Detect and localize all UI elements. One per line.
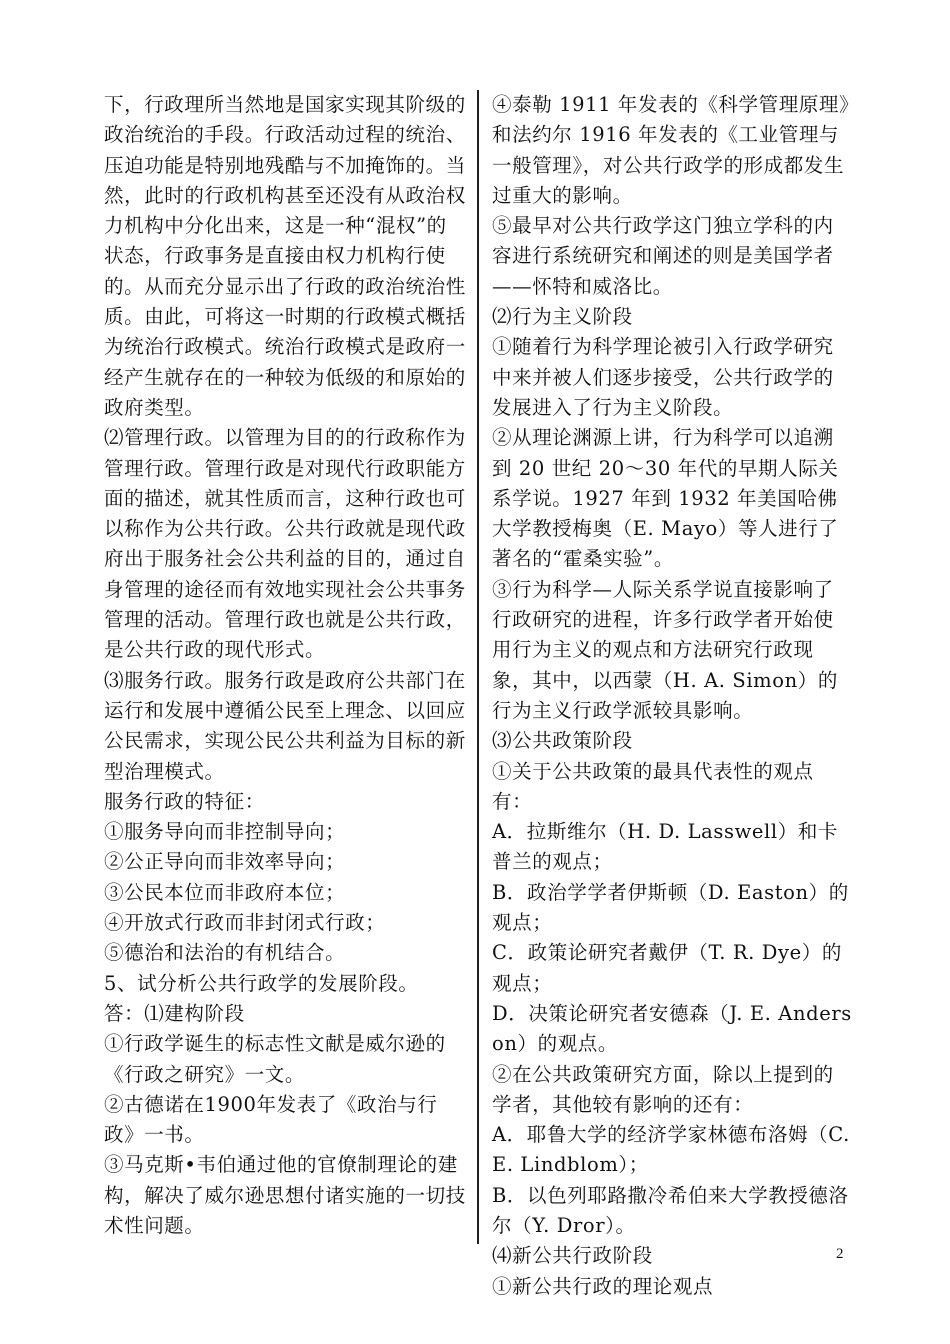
paragraph: ⑶公共政策阶段 [492, 729, 633, 753]
page-number: 2 [836, 1246, 844, 1262]
left-column [104, 90, 466, 1241]
paragraph: ①服务导向而非控制导向； [104, 820, 346, 844]
paragraph: ⑷新公共行政阶段 [492, 1244, 653, 1268]
paragraph: B．以色列耶路撒冷希伯来大学教授德洛尔（Y. Dror）。 [492, 1183, 849, 1237]
paragraph: A．耶鲁大学的经济学家林德布洛姆（C. E. Lindblom）； [492, 1123, 850, 1177]
paragraph: 答：⑴建构阶段 [104, 1001, 245, 1025]
paragraph: D．决策论研究者安德森（J. E. Anderson）的观点。 [492, 1001, 852, 1056]
paragraph: ④泰勒 1911 年发表的《科学管理原理》和法约尔 1916 年发表的《工业管理与一般管理》，对公共行政学的形成都发生过重大的影响。 [492, 93, 850, 207]
paragraph: ⑤德治和法治的有机结合。 [104, 941, 346, 965]
paragraph: ③行为科学—人际关系学说直接影响了行政研究的进程，许多行政学者开始使用行为主义的观点和方法研究行政现象，其中，以西蒙（H. A. Simon）的行为主义行政学派较具影响。 [492, 577, 838, 722]
paragraph: B．政治学学者伊斯顿（D. Easton）的观点； [492, 880, 849, 935]
column-divider [477, 90, 479, 1244]
paragraph: ⑶服务行政。服务行政是政府公共部门在运行和发展中遵循公民至上理念、以回应公民需求，实现公民公共利益为目标的新型治理模式。 [104, 668, 466, 783]
paragraph: ①随着行为科学理论被引入行政学研究中来并被人们逐步接受，公共行政学的发展进入了行为主义阶段。 [492, 335, 834, 419]
paragraph: ②在公共政策研究方面，除以上提到的学者，其他较有影响的还有： [492, 1062, 834, 1116]
paragraph: ②从理论渊源上讲，行为科学可以追溯到 20 世纪 20～30 年代的早期人际关系学说。1927 年到 1932 年美国哈佛大学教授梅奥（E. Mayo）等人进行了著名的“霍桑实验”。 [492, 426, 839, 571]
paragraph: ④开放式行政而非封闭式行政； [104, 911, 386, 935]
paragraph: 5、试分析公共行政学的发展阶段。 [104, 971, 419, 995]
right-column [492, 90, 852, 1302]
paragraph: ②古德诺在1900年发表了《政治与行政》一书。 [104, 1092, 438, 1147]
paragraph: 下，行政理所当然地是国家实现其阶级的政治统治的手段。行政活动过程的统治、压迫功能是特别地残酷与不加掩饰的。当然，此时的行政机构甚至还没有从政治权力机构中分化出来，这是一种“混权”的状态，行政事务是直接由权力机构行使的。从而充分显示出了行政的政治统治性质。由此，可将这一时期的行政模式概括为统治行政模式。统治行政模式是政府一经产生就存在的一种较为低级的和原始的政府类型。 [104, 93, 466, 419]
paragraph: ③公民本位而非政府本位； [104, 880, 346, 904]
paragraph: ①关于公共政策的最具代表性的观点有： [492, 759, 814, 813]
paragraph: ⑤最早对公共行政学这门独立学科的内容进行系统研究和阐述的则是美国学者——怀特和威洛比。 [492, 214, 834, 298]
paragraph: ②公正导向而非效率导向； [104, 850, 346, 874]
paragraph: ⑵管理行政。以管理为目的的行政称作为管理行政。管理行政是对现代行政职能方面的描述，就其性质而言，这种行政也可以称作为公共行政。公共行政就是现代政府出于服务社会公共利益的目的，通过自身管理的途径而有效地实现社会公共事务管理的活动。管理行政也就是公共行政，是公共行政的现代形式。 [104, 426, 466, 662]
paragraph: ⑵行为主义阶段 [492, 305, 633, 329]
paragraph: 服务行政的特征： [104, 789, 265, 813]
paragraph: ①行政学诞生的标志性文献是威尔逊的《行政之研究》一文。 [104, 1032, 446, 1086]
paragraph: A．拉斯维尔（H. D. Lasswell）和卡普兰的观点； [492, 820, 839, 874]
paragraph: C．政策论研究者戴伊（T. R. Dye）的观点； [492, 941, 842, 995]
paragraph: ③马克斯•韦伯通过他的官僚制理论的建构，解决了威尔逊思想付诸实施的一切技术性问题。 [104, 1153, 466, 1237]
paragraph: ①新公共行政的理论观点 [492, 1274, 714, 1298]
